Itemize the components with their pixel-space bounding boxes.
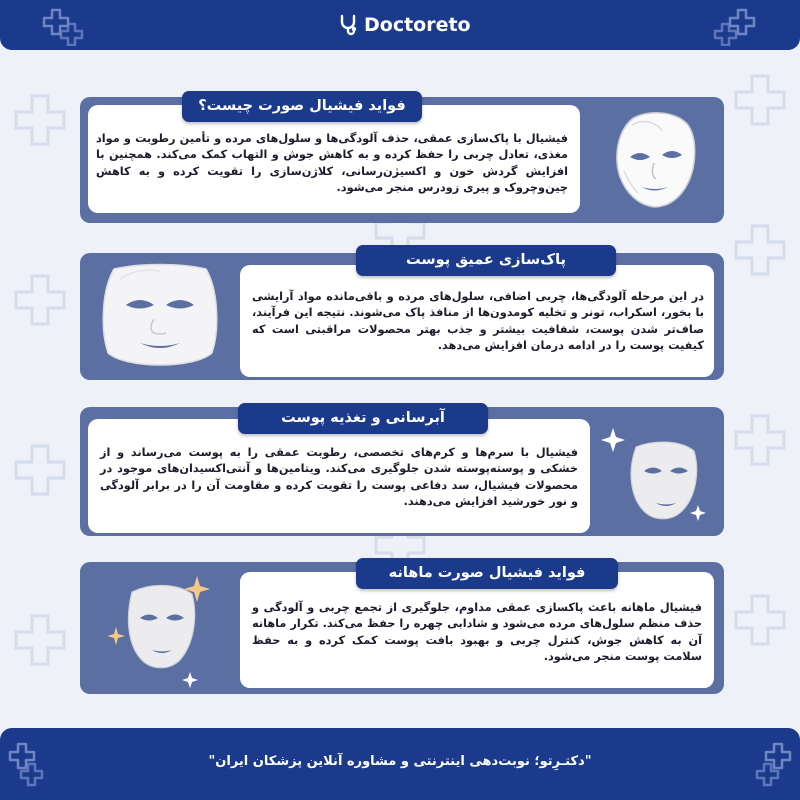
section-card-hydration — [80, 407, 724, 536]
section-title: پاک‌سازی عمیق پوست — [356, 245, 616, 276]
section-body-text: فیشیال با پاک‌سازی عمقی، حذف آلودگی‌ها و سلول‌های مرده و تأمین رطوبت و مواد مغذی، تعادل چربی را حفظ کرده و به کاهش جوش و التهاب کمک می‌کند. همچنین با افزایش گردش خون و اکسیژن‌رسانی، کلاژن‌سازی را تقویت کرده و به کاهش چین‌وچروک و پیری زودرس منجر می‌شود. — [96, 132, 568, 195]
section-body-box — [240, 265, 714, 377]
section-body-box — [240, 572, 714, 688]
footer-bar — [0, 728, 800, 800]
sheet-mask-icon — [602, 105, 712, 215]
section-title: فواید فیشیال صورت ماهانه — [356, 558, 618, 589]
footer-tagline: "دکتـرِتو؛ نوبت‌دهی اینترنتی و مشاوره آنلاین پزشکان ایران" — [208, 754, 592, 769]
section-body-text: فیشیال ماهانه باعث پاکسازی عمقی مداوم، جلوگیری از تجمع چربی و آلودگی و حذف منظم سلول‌های مرده می‌شود و شادابی چهره را حفظ می‌کند. تکرار ماهانه آن به کاهش جوش، کنترل چربی و بهبود بافت پوست کمک کرده و به حفظ سلامت پوست منجر می‌شود. — [252, 601, 702, 664]
section-title: فواید فیشیال صورت چیست؟ — [182, 91, 422, 122]
face-mask-sparkle-icon — [600, 415, 716, 533]
section-card-facial-benefits — [80, 97, 724, 223]
section-body-text: در این مرحله آلودگی‌ها، چربی اضافی، سلول‌های مرده و باقی‌مانده مواد آرایشی با بخور، اسکراب، تونر و تخلیه کومدون‌ها از منافذ پاک می‌شوند. نتیجه این فرآیند، صاف‌تر شدن پوست، شفافیت بیشتر و جذب بهتر محصولات مراقبتی است که کیفیت پوست را در ادامه درمان افزایش می‌دهد. — [252, 290, 704, 353]
header-right-cross-icon — [712, 6, 760, 46]
section-title: آبرسانی و تغذیه پوست — [238, 403, 488, 434]
face-mask-sparkle-icon — [108, 570, 228, 692]
sheet-mask-icon — [90, 259, 230, 375]
header-left-cross-icon — [38, 6, 86, 46]
stethoscope-icon — [338, 14, 358, 36]
section-body-text: فیشیال با سرم‌ها و کرم‌های تخصصی، رطوبت عمقی را به پوست می‌رساند و از خشکی و پوسته‌پوسته شدن جلوگیری می‌کند. ویتامین‌ها و آنتی‌اکسیدان‌های موجود در محصولات فیشیال، سد دفاعی پوست را تقویت کرده و مقاومت آن را در برابر آلودگی و نور خورشید افزایش می‌دهند. — [100, 446, 578, 509]
section-body-box — [88, 419, 590, 533]
logo-wordmark: Doctoreto — [364, 14, 471, 36]
doctoreto-logo[interactable] — [338, 11, 471, 39]
header-bar — [0, 0, 800, 50]
section-card-monthly-benefits — [80, 562, 724, 694]
section-card-deep-cleansing — [80, 253, 724, 380]
